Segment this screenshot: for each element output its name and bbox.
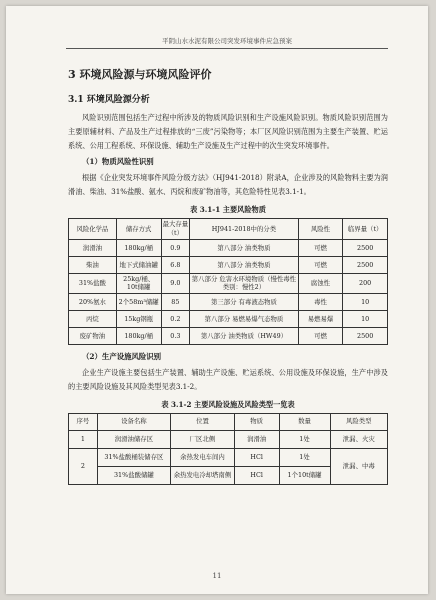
heading-facility-risk: （2）生产设施风险识别 <box>82 351 162 361</box>
table-cell: HCl <box>234 466 279 484</box>
table-cell: 腐蚀性 <box>298 273 343 293</box>
paragraph-risk-scope: 风险识别范围包括生产过程中所涉及的物质风险识别和生产设施风险识别。物质风险识别范围为主要原辅材料、产品及生产过程排放的“三废”污染物等；本厂区风险识别范围为主要生产装置、贮运系统、公用工程系统、环保设施、辅助生产设施及生产过程中的次生突发环境事件。 <box>68 113 388 150</box>
table-cell: 润滑油 <box>234 430 279 448</box>
table-row <box>69 430 388 448</box>
table-cell: 25kg/桶、10t储罐 <box>116 273 161 293</box>
table-cell: 1个10t储罐 <box>279 466 330 484</box>
table-cell: 可燃 <box>298 239 343 256</box>
document-page <box>6 6 428 594</box>
table-row <box>69 293 388 310</box>
table-header-cell: 储存方式 <box>116 218 161 239</box>
table-cell: 2 <box>69 448 98 484</box>
table-cell: 180kg/桶 <box>116 327 161 344</box>
table-cell: 1处 <box>279 448 330 466</box>
table-row <box>69 239 388 256</box>
running-header: 平阴山水水泥有限公司突发环境事件应急预案 <box>66 36 388 49</box>
table-cell: 31%盐酸储罐 <box>97 466 170 484</box>
table-header-cell: 数量 <box>279 413 330 430</box>
table-cell: 第八部分 油类物质 <box>190 239 298 256</box>
table-row <box>69 327 388 344</box>
table-cell: 6.8 <box>161 256 190 273</box>
table-cell: 废矿物油 <box>69 327 117 344</box>
table-cell: 润滑油 <box>69 239 117 256</box>
table1-caption: 表 3.1-1 主要风险物质 <box>190 204 266 214</box>
table-cell: 润滑油储存区 <box>97 430 170 448</box>
risk-substance-table <box>68 218 388 345</box>
table-header-cell: 序号 <box>69 413 98 430</box>
table-header-cell: 风险性 <box>298 218 343 239</box>
table-cell: 0.3 <box>161 327 190 344</box>
table-cell: 10 <box>343 310 388 327</box>
table-row <box>69 256 388 273</box>
page-number: 11 <box>212 572 222 580</box>
page-content <box>68 60 388 485</box>
table-cell: 0.9 <box>161 239 190 256</box>
risk-facility-table <box>68 413 388 485</box>
table-cell: 2500 <box>343 256 388 273</box>
table-cell: 可燃 <box>298 327 343 344</box>
table-cell: 20%氨水 <box>69 293 117 310</box>
table-cell: 1处 <box>279 430 330 448</box>
table-cell: 85 <box>161 293 190 310</box>
paragraph-facilities: 企业生产设施主要包括生产装置、辅助生产设施、贮运系统、公用设施及环保设施，生产中涉及的主要风险设施及其风险类型见表3.1-2。 <box>68 367 388 391</box>
table-cell: 第八部分 易燃易爆气态物质 <box>190 310 298 327</box>
table-header-cell: 位置 <box>171 413 235 430</box>
table-header-row <box>69 413 388 430</box>
paragraph-substances: 根据《企业突发环境事件风险分级方法》（HJ941-2018）附录A，企业涉及的风险物料主要为润滑油、柴油、31%盐酸、氨水、丙烷和废矿物油等，其危险特性见表3.1-1。 <box>68 173 388 197</box>
table-header-cell: 临界量（t） <box>343 218 388 239</box>
table-cell: 可燃 <box>298 256 343 273</box>
table-header-cell: 设备名称 <box>97 413 170 430</box>
table-header-cell: 风险化学品 <box>69 218 117 239</box>
table-cell: 10 <box>343 293 388 310</box>
table-cell: 易燃易爆 <box>298 310 343 327</box>
table-cell: HCl <box>234 448 279 466</box>
table2-caption: 表 3.1-2 主要风险设施及风险类型一览表 <box>161 399 295 409</box>
table-cell: 柴油 <box>69 256 117 273</box>
section-title: 3 环境风险源与环境风险评价 <box>68 68 212 81</box>
table-cell: 0.2 <box>161 310 190 327</box>
table-cell: 泄漏、中毒 <box>330 448 387 484</box>
table-header-row <box>69 218 388 239</box>
table-cell: 泄漏、火灾 <box>330 430 387 448</box>
table-cell: 31%盐酸 <box>69 273 117 293</box>
table-cell: 第三部分 有毒液态物质 <box>190 293 298 310</box>
table-cell: 第八部分 危害水环境物质（慢性毒性类别：慢性2） <box>190 273 298 293</box>
table-header-cell: 最大存量（t） <box>161 218 190 239</box>
table-cell: 31%盐酸桶装储存区 <box>97 448 170 466</box>
subsection-title: 3.1 环境风险源分析 <box>68 95 150 105</box>
table-cell: 余热发电冷却塔南侧 <box>171 466 235 484</box>
table-cell: 丙烷 <box>69 310 117 327</box>
table-cell: 厂区北侧 <box>171 430 235 448</box>
table-cell: 第八部分 油类物质 <box>190 256 298 273</box>
heading-substance-risk: （1）物质风险性识别 <box>82 157 154 167</box>
table-row <box>69 310 388 327</box>
table-cell: 2个58m³储罐 <box>116 293 161 310</box>
table-cell: 9.0 <box>161 273 190 293</box>
table-cell: 1 <box>69 430 98 448</box>
table-row <box>69 448 388 466</box>
table-cell: 余热发电车间内 <box>171 448 235 466</box>
table-cell: 15kg钢瓶 <box>116 310 161 327</box>
table-cell: 第八部分 油类物质（HW49） <box>190 327 298 344</box>
table-header-cell: 物质 <box>234 413 279 430</box>
table-cell: 2500 <box>343 239 388 256</box>
table-cell: 200 <box>343 273 388 293</box>
table-header-cell: HJ941-2018中的分类 <box>190 218 298 239</box>
table-cell: 180kg/桶 <box>116 239 161 256</box>
table-cell: 2500 <box>343 327 388 344</box>
table-row <box>69 273 388 293</box>
table-cell: 地下式储油罐 <box>116 256 161 273</box>
table-header-cell: 风险类型 <box>330 413 387 430</box>
table-cell: 毒性 <box>298 293 343 310</box>
